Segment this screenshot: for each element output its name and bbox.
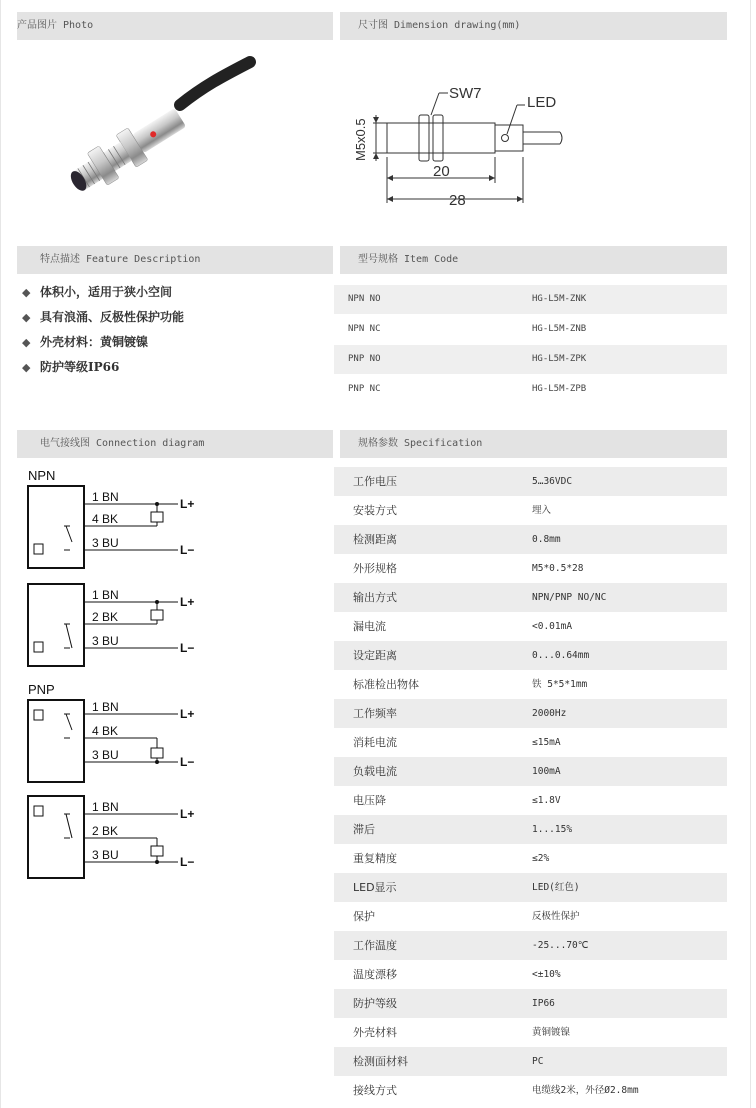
- spec-key: 外形规格: [353, 562, 397, 575]
- spec-value: 埋入: [532, 505, 552, 516]
- wire-brown-label: 1 BN: [92, 490, 119, 504]
- diamond-bullet-icon: ◆: [22, 361, 31, 374]
- item-code-header: [340, 246, 727, 274]
- code-type: PNP NC: [348, 384, 381, 394]
- spec-value: 1...15%: [532, 824, 573, 835]
- spec-value: <0.01mA: [532, 621, 573, 632]
- table-row: [334, 786, 727, 815]
- feature-header: [17, 246, 333, 274]
- table-row: [334, 612, 727, 641]
- spec-value: 电缆线2米，外径Ø2.8mm: [532, 1085, 639, 1096]
- label-length-28: 28: [449, 192, 466, 209]
- wire-blue-label: 3 BU: [92, 748, 119, 762]
- table-row: [334, 496, 727, 525]
- spec-key: 标准检出物体: [353, 678, 419, 691]
- spec-value: 反极性保护: [532, 911, 580, 922]
- lplus-label: L+: [180, 807, 195, 821]
- spec-value: 2000Hz: [532, 708, 567, 719]
- spec-key: 温度漂移: [353, 968, 397, 981]
- label-length-20: 20: [433, 163, 450, 180]
- spec-value: NPN/PNP NO/NC: [532, 592, 607, 603]
- wire-brown-label: 1 BN: [92, 800, 119, 814]
- code-value: HG-L5M-ZNB: [532, 324, 587, 334]
- table-row: [334, 1047, 727, 1076]
- table-row: [334, 815, 727, 844]
- spec-key: 设定距离: [353, 649, 397, 662]
- spec-value: ≤15mA: [532, 737, 561, 748]
- table-row: [334, 1018, 727, 1047]
- lminus-label: L−: [180, 641, 195, 655]
- specification-table: [334, 467, 727, 1105]
- specification-header-text: 规格参数 Specification: [358, 438, 483, 449]
- frame-left: [0, 0, 1, 1108]
- spec-value: -25...70℃: [532, 940, 589, 951]
- table-row: [334, 467, 727, 496]
- spec-key: 防护等级: [353, 997, 397, 1010]
- table-row: [334, 670, 727, 699]
- spec-key: 检测距离: [353, 533, 397, 546]
- feature-list: [22, 280, 184, 380]
- spec-value: ≤1.8V: [532, 795, 561, 806]
- wire-black-label: 2 BK: [92, 610, 119, 624]
- wiring-npn-nc: [28, 584, 194, 666]
- specification-header: [340, 430, 727, 458]
- dim-nut-2: [433, 115, 443, 161]
- spec-key: 工作电压: [353, 475, 397, 488]
- dimension-header-text: 尺寸图 Dimension drawing(mm): [358, 20, 521, 31]
- spec-value: 5…36VDC: [532, 476, 573, 487]
- spec-key: LED显示: [353, 881, 397, 894]
- dimension-header: [340, 12, 727, 40]
- spec-key: 检测面材料: [353, 1055, 408, 1068]
- spec-value: <±10%: [532, 969, 561, 980]
- feature-item: [22, 280, 184, 305]
- feature-item: [22, 305, 184, 330]
- photo-header: [17, 12, 333, 40]
- wiring-pnp-no: [28, 700, 194, 782]
- diamond-bullet-icon: ◆: [22, 336, 31, 349]
- spec-key: 工作频率: [353, 707, 397, 720]
- spec-value: 100mA: [532, 766, 561, 777]
- feature-text: 具有浪涌、反极性保护功能: [40, 310, 185, 324]
- wire-brown-label: 1 BN: [92, 588, 119, 602]
- table-row: [334, 873, 727, 902]
- spec-key: 外壳材料: [353, 1026, 397, 1039]
- wire-blue-label: 3 BU: [92, 536, 119, 550]
- diamond-bullet-icon: ◆: [22, 311, 31, 324]
- wiring-npn-no: [28, 486, 194, 568]
- cable: [180, 62, 250, 105]
- table-row: [334, 989, 727, 1018]
- wire-black-label: 4 BK: [92, 512, 119, 526]
- item-code-table: [334, 284, 727, 404]
- feature-text: 外壳材料：黄铜镀镍: [40, 335, 149, 349]
- lplus-label: L+: [180, 707, 195, 721]
- table-row: [334, 931, 727, 960]
- spec-value: LED(红色): [532, 882, 580, 893]
- sensor-illustration: [30, 50, 280, 230]
- spec-value: ≤2%: [532, 853, 550, 864]
- code-value: HG-L5M-ZPB: [532, 384, 587, 394]
- wire-blue-label: 3 BU: [92, 848, 119, 862]
- lminus-label: L−: [180, 855, 195, 869]
- wiring-svg: [20, 462, 320, 892]
- spec-key: 负载电流: [353, 765, 397, 778]
- sensor-body-back: [132, 108, 186, 153]
- lminus-label: L−: [180, 543, 195, 557]
- code-type: PNP NO: [348, 354, 381, 364]
- table-row: [334, 728, 727, 757]
- feature-header-text: 特点描述 Feature Description: [40, 254, 201, 265]
- wiring-pnp-nc: [28, 796, 194, 878]
- spec-key: 输出方式: [353, 591, 397, 604]
- photo-header-text: 产品图片 Photo: [17, 20, 94, 31]
- code-value: HG-L5M-ZNK: [532, 294, 587, 304]
- table-row: [334, 374, 727, 404]
- pnp-label: PNP: [28, 682, 55, 697]
- dim-nut-1: [419, 115, 429, 161]
- code-type: NPN NO: [348, 294, 381, 304]
- table-row: [334, 699, 727, 728]
- feature-item: [22, 330, 184, 355]
- label-led: LED: [527, 94, 557, 111]
- spec-value: 黄铜镀镍: [532, 1027, 571, 1038]
- connection-header-text: 电气接线图 Connection diagram: [40, 438, 205, 449]
- dimension-drawing: [345, 75, 575, 215]
- wire-black-label: 4 BK: [92, 724, 119, 738]
- frame-right: [750, 0, 751, 1108]
- spec-key: 重复精度: [353, 852, 397, 865]
- table-row: [334, 902, 727, 931]
- spec-key: 安装方式: [353, 504, 397, 517]
- spec-value: 铁 5*5*1mm: [532, 679, 588, 690]
- dim-led: [502, 135, 509, 142]
- spec-value: IP66: [532, 998, 555, 1009]
- spec-value: 0...0.64mm: [532, 650, 590, 661]
- spec-key: 保护: [353, 910, 375, 923]
- spec-key: 电压降: [353, 794, 386, 807]
- connection-diagram: [20, 462, 320, 892]
- table-row: [334, 344, 727, 374]
- table-row: [334, 1076, 727, 1105]
- connection-header: [17, 430, 333, 458]
- code-value: HG-L5M-ZPK: [532, 354, 587, 364]
- spec-key: 滞后: [353, 823, 375, 836]
- table-row: [334, 525, 727, 554]
- table-row: [334, 554, 727, 583]
- lplus-label: L+: [180, 595, 195, 609]
- label-sw7: SW7: [449, 85, 482, 102]
- table-row: [334, 960, 727, 989]
- table-row: [334, 844, 727, 873]
- item-code-header-text: 型号规格 Item Code: [358, 254, 459, 265]
- spec-value: M5*0.5*28: [532, 563, 584, 574]
- spec-key: 漏电流: [353, 620, 386, 633]
- table-row: [334, 583, 727, 612]
- table-row: [334, 641, 727, 670]
- feature-item: [22, 355, 184, 380]
- code-type: NPN NC: [348, 324, 381, 334]
- wire-black-label: 2 BK: [92, 824, 119, 838]
- dim-body: [387, 123, 495, 153]
- diamond-bullet-icon: ◆: [22, 286, 31, 299]
- table-row: [334, 314, 727, 344]
- product-photo: [30, 50, 280, 230]
- feature-text: 体积小，适用于狭小空间: [40, 285, 173, 299]
- npn-label: NPN: [28, 468, 56, 483]
- spec-key: 消耗电流: [353, 736, 397, 749]
- table-row: [334, 284, 727, 314]
- lplus-label: L+: [180, 497, 195, 511]
- spec-key: 工作温度: [353, 939, 397, 952]
- feature-text: 防护等级IP66: [40, 360, 120, 374]
- dimension-svg: [345, 75, 575, 215]
- lminus-label: L−: [180, 755, 195, 769]
- label-thread: M5x0.5: [353, 118, 368, 161]
- spec-value: PC: [532, 1056, 544, 1067]
- table-row: [334, 757, 727, 786]
- wire-blue-label: 3 BU: [92, 634, 119, 648]
- spec-value: 0.8mm: [532, 534, 561, 545]
- spec-key: 接线方式: [353, 1084, 397, 1097]
- wire-brown-label: 1 BN: [92, 700, 119, 714]
